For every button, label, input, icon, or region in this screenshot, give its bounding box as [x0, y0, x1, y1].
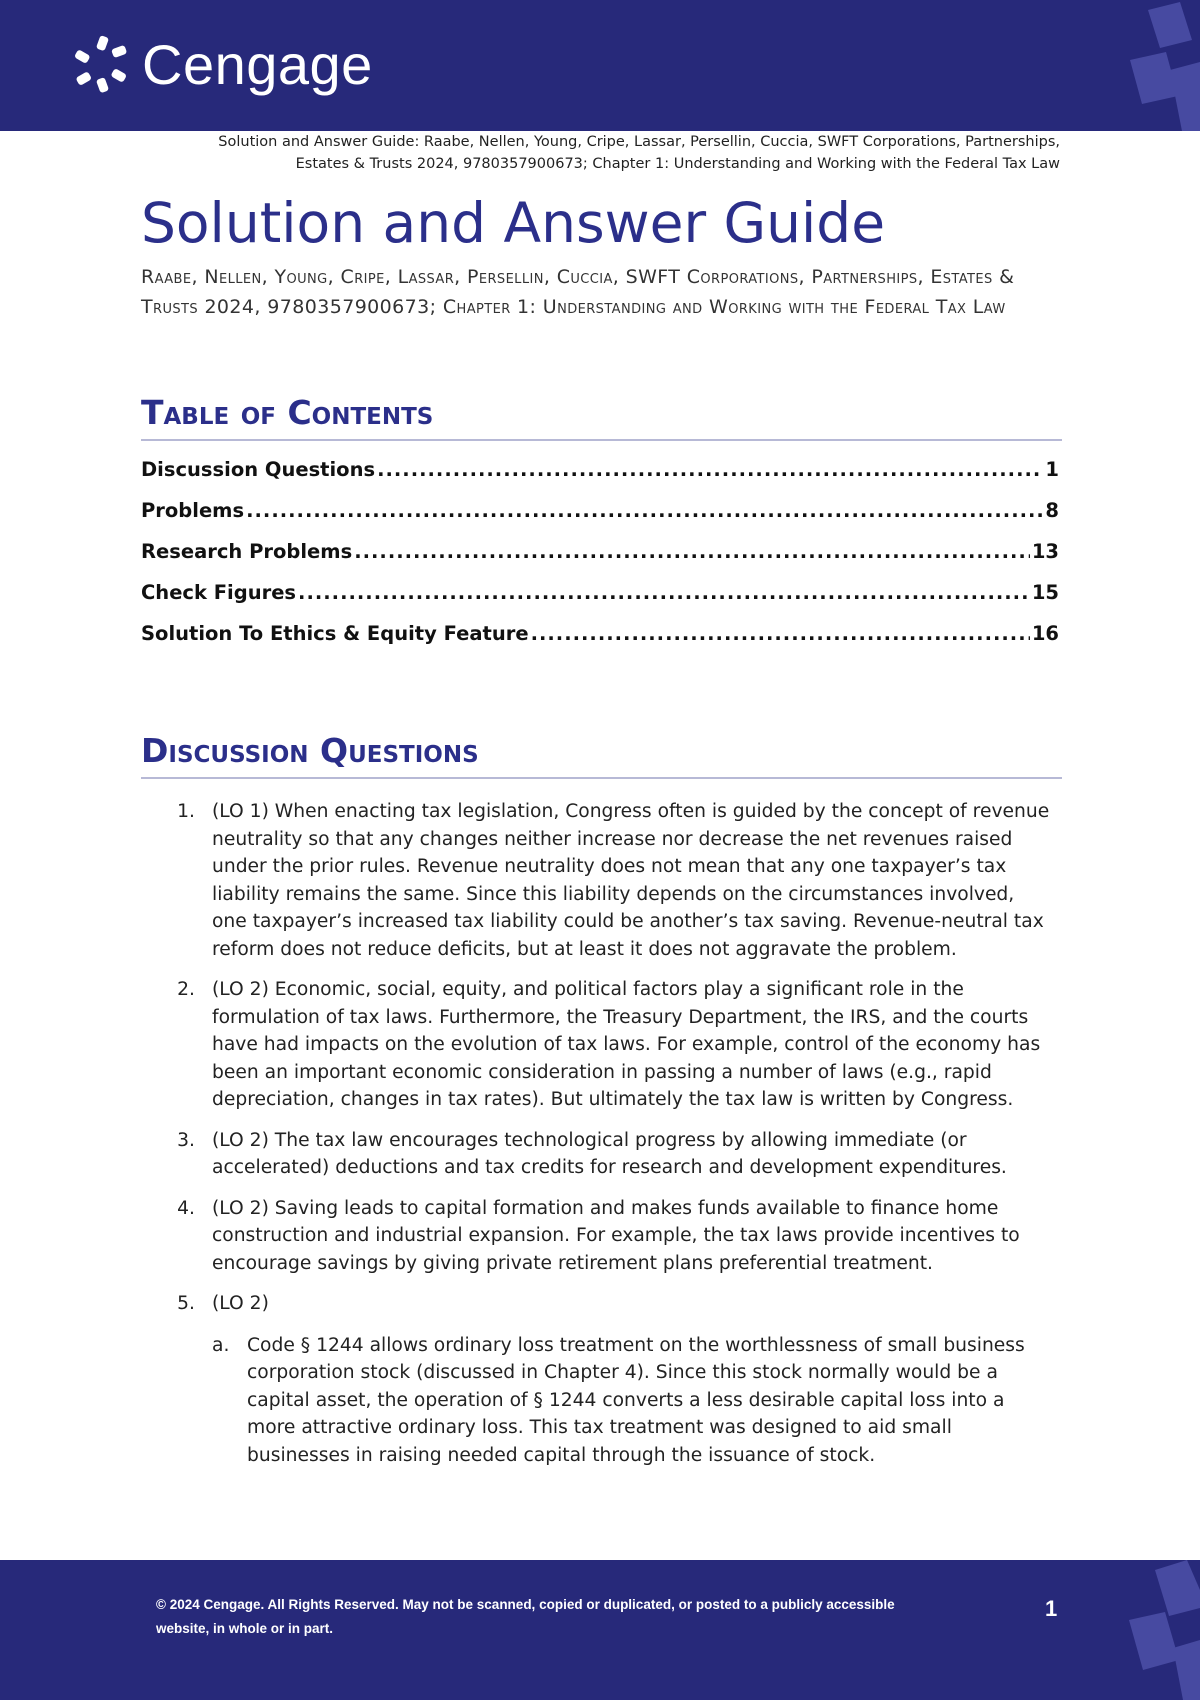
question-number: 2.: [177, 979, 195, 1000]
sub-question-list: [212, 1332, 1052, 1470]
cengage-logo[interactable]: [72, 34, 373, 96]
running-head-line-1: Solution and Answer Guide: Raabe, Nellen, Young, Cripe, Lassar, Persellin, Cuccia, SWFT Corporations, Partnerships,: [218, 134, 1060, 150]
document-subtitle: Raabe, Nellen, Young, Cripe, Lassar, Persellin, Cuccia, SWFT Corporations, Partnerships, Estates & Trusts 2024, 9780357900673; Chapter 1: Understanding and Working with the Federal Tax Law: [141, 266, 1015, 318]
question-number: 5.: [177, 1293, 195, 1314]
toc-entry-research-problems[interactable]: [141, 540, 1059, 581]
toc-entry-page: 16: [1031, 622, 1059, 645]
toc-entry-page: 1: [1045, 458, 1059, 481]
copyright-line-2: website, in whole or in part.: [156, 1621, 334, 1636]
logo-text: Cengage: [142, 33, 373, 96]
toc-heading: Table of Contents: [141, 393, 1062, 441]
toc-leader-dots: [354, 540, 1030, 563]
sub-question-text: Code § 1244 allows ordinary loss treatment on the worthlessness of small business corporation stock (discussed in Chapter 4). Since this stock normally would be a capital asset, the operation of § 1244 converts a less desirable capital loss into a more attractive ordinary loss. This tax treatment was designed to aid small businesses in raising needed capital through the issuance of stock.: [247, 1334, 1025, 1466]
toc-entry-discussion-questions[interactable]: [141, 458, 1059, 499]
toc-entry-check-figures[interactable]: [141, 581, 1059, 622]
document-title: Solution and Answer Guide: [141, 191, 886, 255]
toc-entry-page: 13: [1031, 540, 1059, 563]
question-number: 1.: [177, 801, 195, 822]
question-text: (LO 1) When enacting tax legislation, Congress often is guided by the concept of revenue neutrality so that any changes neither increase nor decrease the net revenues raised under the prior rules. Revenue neutrality does not mean that any one taxpayer’s tax liability remains the same. Since this liability depends on the circumstances involved, one taxpayer’s increased tax liability could be another’s tax saving. Revenue-neutral tax reform does not reduce deficits, but at least it does not aggravate the problem.: [212, 801, 1050, 960]
corner-decoration: [1125, 1560, 1200, 1700]
sub-question-letter: a.: [212, 1334, 230, 1356]
question-item: [141, 1127, 1061, 1182]
question-text: (LO 2) Economic, social, equity, and political factors play a significant role in the formulation of tax laws. Furthermore, the Treasury Department, the IRS, and the courts have had impacts on the evolution of tax laws. For example, control of the economy has been an important economic consideration in passing a number of laws (e.g., rapid depreciation, changes in tax rates). But ultimately the tax law is written by Congress.: [212, 979, 1041, 1110]
question-text: (LO 2): [212, 1293, 269, 1314]
toc-leader-dots: [246, 499, 1043, 522]
corner-decoration: [1130, 0, 1200, 131]
question-item: [141, 1195, 1061, 1278]
discussion-list: [141, 798, 1061, 1482]
footer-band: [0, 1560, 1200, 1700]
header-band: [0, 0, 1200, 131]
question-number: 4.: [177, 1197, 195, 1219]
toc-entry-page: 15: [1031, 581, 1059, 604]
toc-list: [141, 458, 1059, 663]
toc-entry-problems[interactable]: [141, 499, 1059, 540]
toc-entry-label: Solution To Ethics & Equity Feature: [141, 622, 529, 645]
toc-leader-dots: [377, 458, 1043, 481]
toc-entry-label: Research Problems: [141, 540, 353, 563]
toc-entry-label: Discussion Questions: [141, 458, 376, 481]
running-head: [100, 131, 1060, 175]
toc-entry-label: Problems: [141, 499, 245, 522]
toc-leader-dots: [531, 622, 1030, 645]
question-item: [141, 976, 1061, 1114]
sub-question-item: [212, 1332, 1052, 1470]
running-head-line-2: Estates & Trusts 2024, 9780357900673; Chapter 1: Understanding and Working with the Federal Tax Law: [295, 156, 1060, 172]
discussion-heading: Discussion Questions: [141, 731, 1062, 779]
question-text: (LO 2) The tax law encourages technological progress by allowing immediate (or accelerated) deductions and tax credits for research and development expenditures.: [212, 1129, 1007, 1178]
copyright-line-1: © 2024 Cengage. All Rights Reserved. May not be scanned, copied or duplicated, or posted to a publicly accessible: [156, 1597, 895, 1612]
question-text: (LO 2) Saving leads to capital formation and makes funds available to finance home construction and industrial expansion. For example, the tax laws provide incentives to encourage savings by giving private retirement plans preferential treatment.: [212, 1197, 1020, 1274]
toc-entry-label: Check Figures: [141, 581, 297, 604]
toc-entry-page: 8: [1045, 499, 1059, 522]
toc-entry-ethics-equity[interactable]: [141, 622, 1059, 663]
question-item: [141, 1290, 1061, 1469]
cengage-logo-icon: [72, 34, 134, 96]
toc-leader-dots: [298, 581, 1030, 604]
question-body: [212, 1290, 1052, 1469]
question-item: [141, 798, 1061, 963]
page-number: 1: [1045, 1596, 1058, 1621]
question-number: 3.: [177, 1129, 195, 1151]
copyright-notice: [156, 1593, 936, 1641]
